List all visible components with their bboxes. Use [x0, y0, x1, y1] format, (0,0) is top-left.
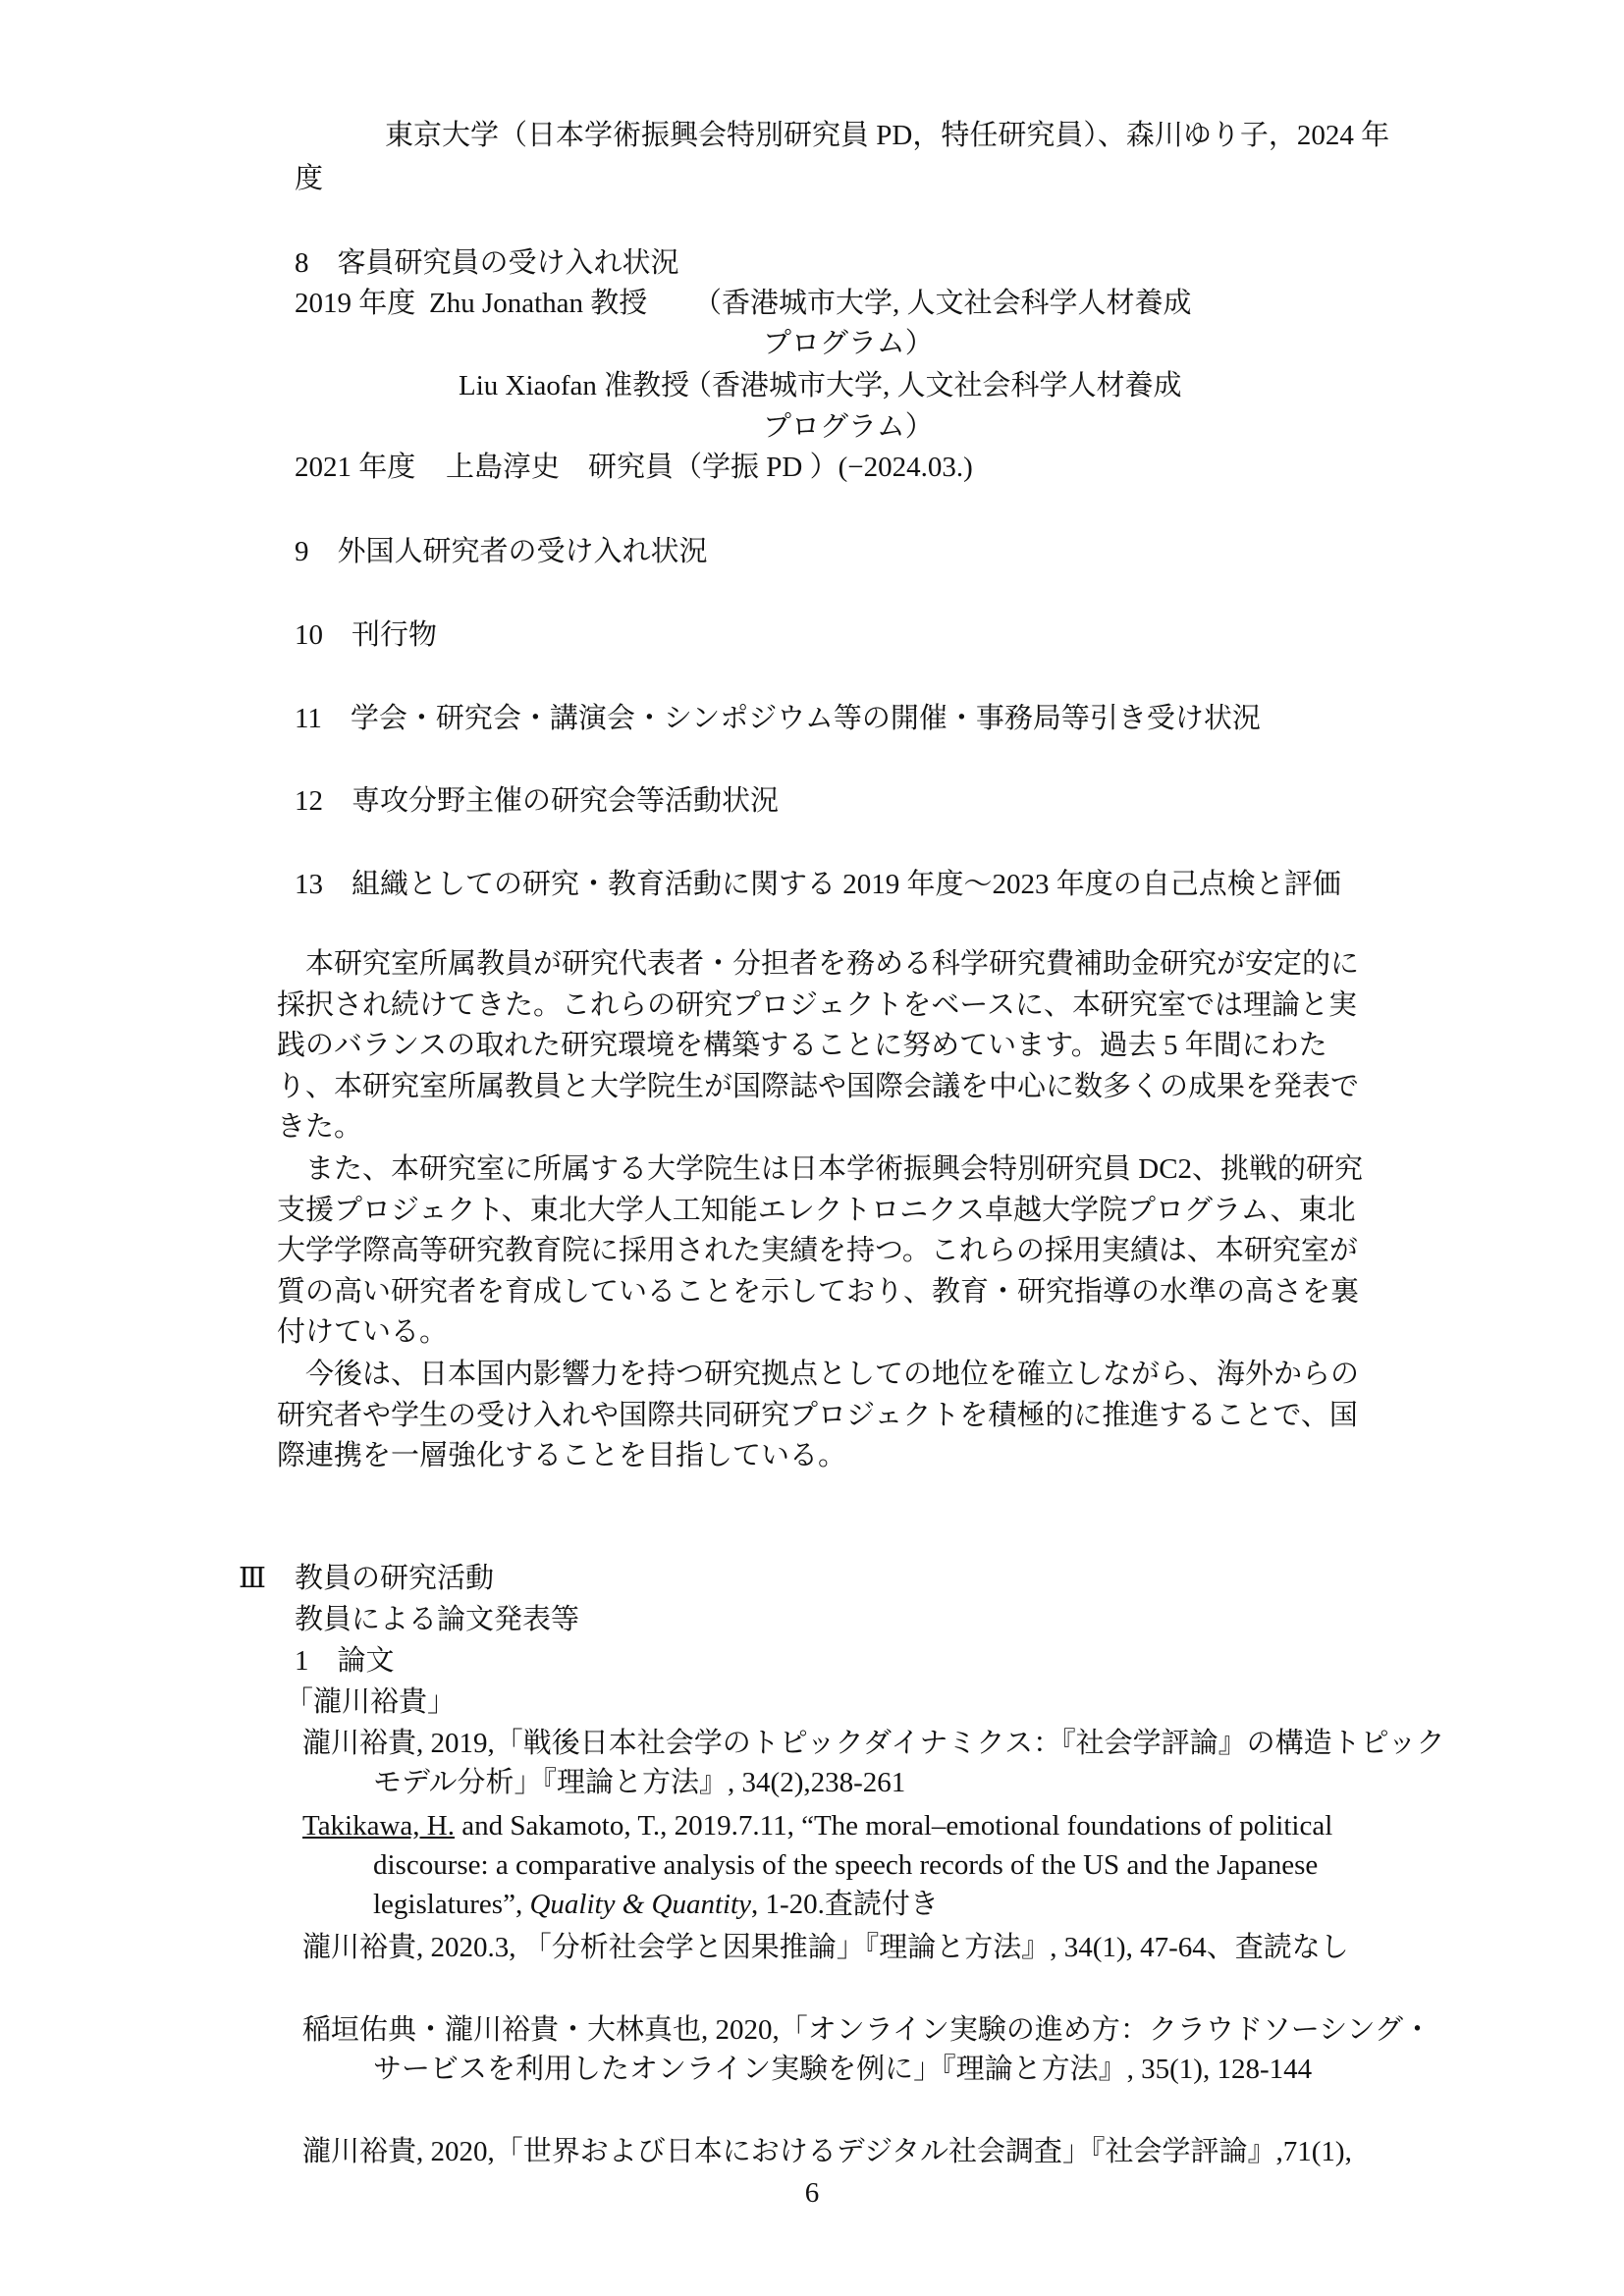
reference-item: 瀧川裕貴, 2019,「戦後日本社会学のトピックダイナミクス：『社会学評論』の構造トピックモデル分析」『理論と方法』, 34(2),238-261 [302, 1728, 1445, 1798]
continuation-line-end: 度 [295, 163, 324, 194]
visitor-name-liu: Liu Xiaofan 准教授 [459, 370, 690, 401]
section-8-heading: 8 客員研究員の受け入れ状況 [295, 247, 679, 279]
continuation-line: 東京大学（日本学術振興会特別研究員 PD，特任研究員）、森川ゆり子，2024 年 [385, 120, 1390, 151]
reference-item: 瀧川裕貴, 2020.3, 「分析社会学と因果推論」『理論と方法』, 34(1), 47-64、査読なし [302, 1932, 1349, 1963]
visitor-entry-ueshima: 上島淳史 研究員（学振 PD ）(−2024.03.) [446, 452, 973, 483]
visitor-year-2021: 2021 年度 [295, 452, 416, 483]
section-9-heading: 9 外国人研究者の受け入れ状況 [295, 536, 708, 567]
visitor-affiliation-zhu-cont: プログラム） [763, 328, 934, 359]
visitor-affiliation-liu: （香港城市大学, 人文社会科学人材養成 [683, 370, 1182, 401]
evaluation-paragraph-3: 今後は、日本国内影響力を持つ研究拠点としての地位を確立しながら、海外からの研究者や学生の受け入れや国際共同研究プロジェクトを積極的に推進することで、国際連携を一層強化することを目指している。 [277, 1359, 1360, 1472]
visitor-affiliation-liu-cont: プログラム） [763, 411, 934, 443]
page-number: 6 [804, 2177, 820, 2209]
section-iii-subheading: 教員による論文発表等 [295, 1604, 580, 1635]
visitor-affiliation-zhu: （香港城市大学, 人文社会科学人材養成 [693, 288, 1192, 319]
reference-item: 瀧川裕貴, 2020,「世界および日本におけるデジタル社会調査」『社会学評論』,71(1), [302, 2136, 1352, 2167]
visitor-year-2019: 2019 年度 [295, 288, 416, 319]
section-10-heading: 10 刊行物 [295, 619, 438, 651]
reference-item-english: Takikawa, H. and Sakamoto, T., 2019.7.11, “The moral–emotional foundations of political discourse: a comparative analysis of the speech records of the US and the Japanese legislatures”, Quality & Quantity, 1-20.査読付き [302, 1810, 1333, 1920]
section-11-heading: 11 学会・研究会・講演会・シンポジウム等の開催・事務局等引き受け状況 [295, 703, 1261, 734]
author-heading: 「瀧川裕貴」 [285, 1686, 457, 1718]
section-12-heading: 12 専攻分野主催の研究会等活動状況 [295, 785, 780, 817]
evaluation-paragraph-1: 本研究室所属教員が研究代表者・分担者を務める科学研究費補助金研究が安定的に採択され続けてきた。これらの研究プロジェクトをベースに、本研究室では理論と実践のバランスの取れた研究環境を構築することに努めています。過去 5 年間にわたり、本研究室所属教員と大学院生が国際誌や国際会議を中心に数多くの成果を発表できた。 [277, 948, 1360, 1144]
section-iii-heading: Ⅲ 教員の研究活動 [239, 1563, 494, 1594]
evaluation-paragraph-2: また、本研究室に所属する大学院生は日本学術振興会特別研究員 DC2、挑戦的研究支援プロジェクト、東北大学人工知能エレクトロニクス卓越大学院プログラム、東北大学学際高等研究教育院に採用された実績を持つ。これらの採用実績は、本研究室が質の高い研究者を育成していることを示しており、教育・研究指導の水準の高さを裏付けている。 [277, 1153, 1364, 1349]
section-13-heading: 13 組織としての研究・教育活動に関する 2019 年度〜2023 年度の自己点検と評価 [295, 869, 1341, 900]
papers-heading: 1 論文 [295, 1645, 395, 1677]
reference-journal: Quality & Quantity [529, 1889, 751, 1920]
reference-item: 稲垣佑典・瀧川裕貴・大林真也, 2020,「オンライン実験の進め方：クラウドソーシング・サービスを利用したオンライン実験を例に」『理論と方法』, 35(1), 128-144 [302, 2014, 1432, 2085]
visitor-name-zhu: Zhu Jonathan 教授 [429, 288, 648, 319]
reference-author-underlined: Takikawa, H. [302, 1810, 455, 1842]
